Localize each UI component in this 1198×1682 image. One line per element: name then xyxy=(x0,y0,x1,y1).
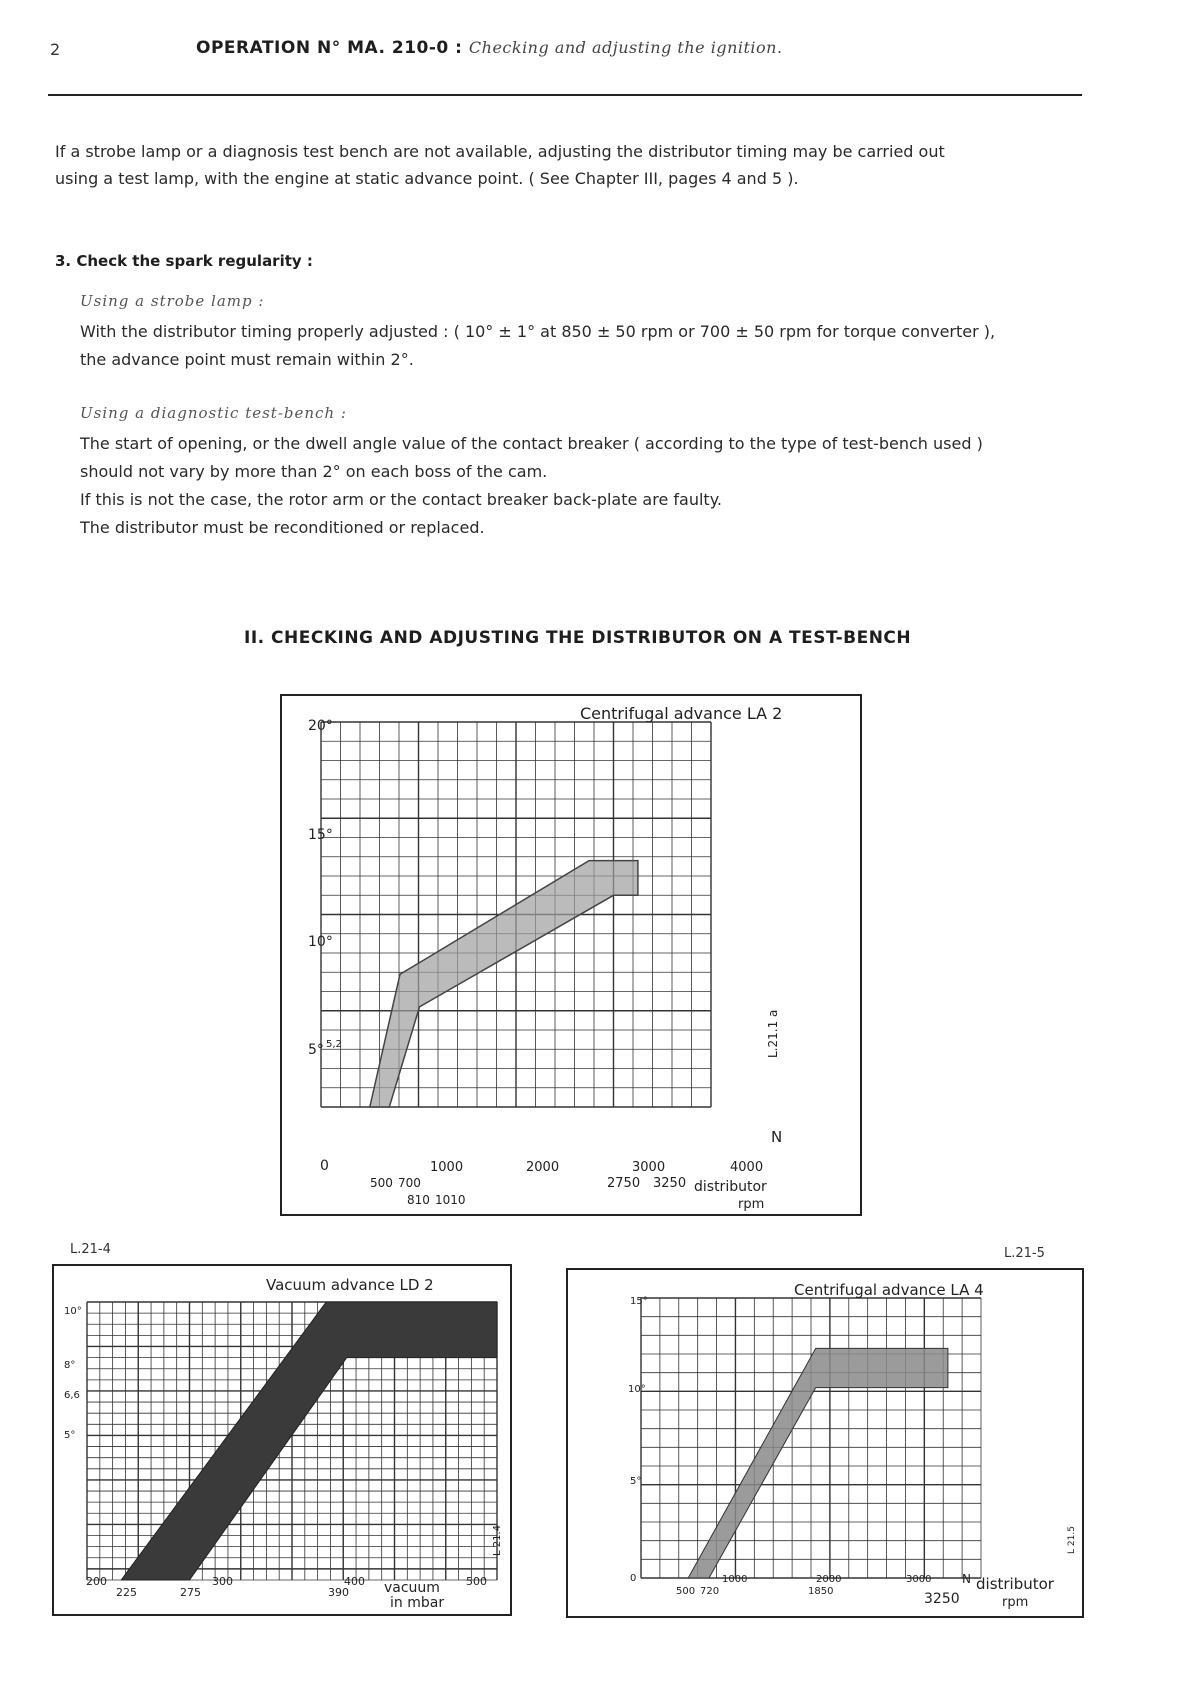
x-tick-label: 225 xyxy=(116,1586,137,1599)
y-tick-label: 8° xyxy=(64,1360,76,1371)
x-tick-label: 810 xyxy=(407,1193,430,1207)
x-tick-label: 1010 xyxy=(435,1193,466,1207)
y-tick-label: 15° xyxy=(630,1296,648,1307)
x-tick-label: 3250 xyxy=(653,1176,687,1191)
x-axis-label: in mbar xyxy=(390,1595,445,1611)
bench-paragraph xyxy=(80,430,1090,542)
x-axis-label: rpm xyxy=(738,1197,765,1212)
x-axis-label: vacuum xyxy=(384,1580,440,1596)
x-tick-label: 1850 xyxy=(808,1586,834,1597)
x-axis-label: distributor xyxy=(976,1575,1054,1593)
advance-band xyxy=(688,1348,948,1578)
chart-title: Centrifugal advance LA 2 xyxy=(580,704,783,723)
figure-label-left: L.21-4 xyxy=(70,1242,111,1257)
axis-letter-n: N xyxy=(771,1128,783,1146)
chart-frame xyxy=(567,1269,1083,1617)
operation-subtitle: Checking and adjusting the ignition. xyxy=(468,38,783,57)
x-tick-label: 200 xyxy=(86,1575,107,1588)
figure-code: L 21.5 xyxy=(1067,1526,1077,1554)
strobe-line: With the distributor timing properly adjusted : ( 10° ± 1° at 850 ± 50 rpm or 700 ± 50 rpm for torque converter ), xyxy=(80,322,996,341)
y-tick-label: 5° xyxy=(630,1476,642,1487)
x-tick-label: 1000 xyxy=(722,1574,748,1585)
x-tick-label: 275 xyxy=(180,1586,201,1599)
advance-band xyxy=(121,1302,497,1580)
bench-line: should not vary by more than 2° on each boss of the cam. xyxy=(80,462,548,481)
y-tick-label: 0 xyxy=(630,1573,637,1584)
y-tick-label: 6,6 xyxy=(64,1390,80,1401)
y-tick-label: 10° xyxy=(308,934,333,950)
x-tick-label: 2750 xyxy=(607,1176,641,1191)
x-tick-label: 720 xyxy=(700,1586,720,1597)
intro-line: If a strobe lamp or a diagnosis test bench are not available, adjusting the distributor timing may be carried out xyxy=(55,142,945,161)
advance-band xyxy=(370,861,638,1107)
strobe-line: the advance point must remain within 2°. xyxy=(80,350,414,369)
bench-line: The start of opening, or the dwell angle value of the contact breaker ( according to the type of test-bench used ) xyxy=(80,434,983,453)
page-number: 2 xyxy=(50,40,61,59)
chart-grid xyxy=(641,1298,981,1578)
y-tick-label: 20° xyxy=(308,718,333,734)
axis-letter-n: N xyxy=(962,1572,971,1586)
x-tick-label: 3250 xyxy=(924,1591,960,1607)
figure-code: L.21.1 a xyxy=(766,1009,780,1058)
y-tick-label: 5° xyxy=(64,1430,76,1441)
figure-code: L 21.4 xyxy=(492,1524,503,1556)
x-tick-label: 2000 xyxy=(816,1574,842,1585)
y-tick-label: 10° xyxy=(628,1384,646,1395)
strobe-subtitle: Using a strobe lamp : xyxy=(80,292,265,310)
x-axis-label: distributor xyxy=(694,1179,767,1195)
section-3-title: 3. Check the spark regularity : xyxy=(55,252,313,270)
strobe-paragraph xyxy=(80,318,1090,374)
x-tick-label: 1000 xyxy=(430,1160,464,1175)
chart-centrifugal-la4 xyxy=(566,1268,1084,1618)
y-tick-label: 15° xyxy=(308,827,333,843)
section-II-title: II. CHECKING AND ADJUSTING THE DISTRIBUTOR ON A TEST-BENCH xyxy=(244,628,912,648)
x-tick-label: 500 xyxy=(370,1176,393,1190)
y-tick-label: 5° xyxy=(308,1042,324,1058)
y-tick-label-extra: 5,2 xyxy=(326,1039,342,1050)
figure-label-right: L.21-5 xyxy=(1004,1246,1045,1261)
y-tick-label: 0 xyxy=(320,1158,329,1174)
x-tick-label: 500 xyxy=(676,1586,696,1597)
x-tick-label: 3000 xyxy=(906,1574,932,1585)
chart-title: Centrifugal advance LA 4 xyxy=(794,1281,984,1299)
x-tick-label: 400 xyxy=(344,1575,365,1588)
intro-line: using a test lamp, with the engine at static advance point. ( See Chapter III, pages 4 and 5 ). xyxy=(55,169,799,188)
bench-line: The distributor must be reconditioned or replaced. xyxy=(80,518,485,537)
bench-line: If this is not the case, the rotor arm or the contact breaker back-plate are faulty. xyxy=(80,490,722,509)
chart-vacuum-ld2 xyxy=(52,1264,512,1616)
chart-title: Vacuum advance LD 2 xyxy=(266,1276,434,1294)
x-axis-label: rpm xyxy=(1002,1595,1029,1610)
page-heading xyxy=(196,38,783,58)
header-rule xyxy=(48,94,1082,96)
y-tick-label: 10° xyxy=(64,1306,82,1317)
x-tick-label: 2000 xyxy=(526,1160,560,1175)
x-tick-label: 300 xyxy=(212,1575,233,1588)
x-tick-label: 500 xyxy=(466,1575,487,1588)
x-tick-label: 3000 xyxy=(632,1160,666,1175)
intro-paragraph xyxy=(55,138,1085,192)
x-tick-label: 390 xyxy=(328,1586,349,1599)
x-tick-label: 4000 xyxy=(730,1160,764,1175)
bench-subtitle: Using a diagnostic test-bench : xyxy=(80,404,347,422)
operation-number: OPERATION N° MA. 210-0 : xyxy=(196,38,463,58)
chart-centrifugal-la2 xyxy=(280,694,862,1216)
x-tick-label: 700 xyxy=(398,1176,421,1190)
